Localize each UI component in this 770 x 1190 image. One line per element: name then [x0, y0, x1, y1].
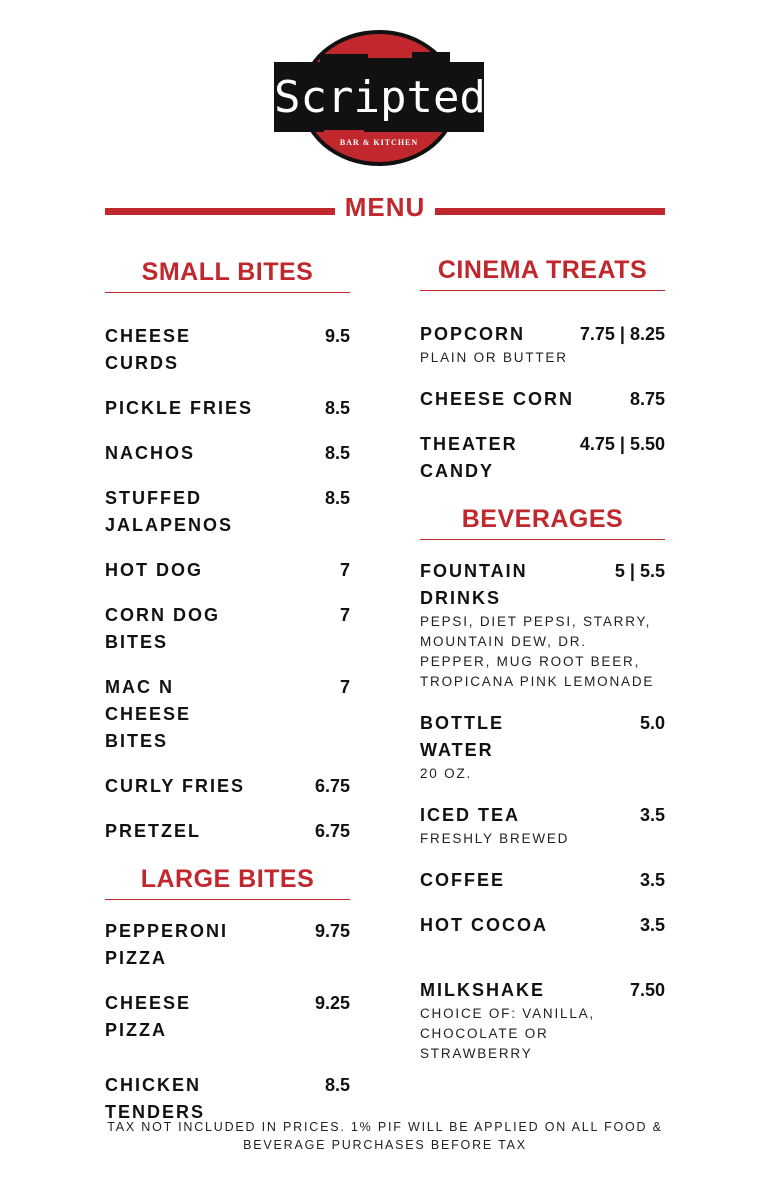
item-name: HOT COCOA	[420, 915, 548, 935]
item-description: FRESHLY BREWED	[420, 831, 570, 846]
menu-item	[105, 485, 350, 539]
item-price: 9.5	[324, 326, 350, 346]
item-price: 7.75 | 8.25	[579, 324, 665, 344]
item-price: 7	[339, 677, 350, 697]
menu-item	[105, 395, 350, 422]
item-name: CURLY FRIES	[105, 776, 246, 796]
left-column	[105, 256, 350, 1144]
section-small-bites	[105, 256, 350, 845]
item-price: 4.75 | 5.50	[579, 434, 665, 454]
item-name: STUFFED JALAPENOS	[105, 488, 234, 535]
menu-item	[105, 557, 350, 584]
menu-item	[105, 602, 350, 656]
item-name: PEPPERONI PIZZA	[105, 921, 229, 968]
item-description: PLAIN OR BUTTER	[420, 350, 568, 365]
section-divider	[420, 290, 665, 291]
large-bites-list	[105, 918, 350, 1126]
item-description: 20 OZ.	[420, 766, 473, 781]
section-title: BEVERAGES	[461, 505, 624, 533]
item-name: FOUNTAIN DRINKS	[420, 561, 528, 608]
menu-item	[420, 867, 665, 894]
item-price: 9.75	[314, 921, 350, 941]
item-price: 8.5	[324, 443, 350, 463]
item-name: POPCORN	[420, 324, 526, 344]
menu-item	[105, 990, 350, 1044]
item-price: 8.5	[324, 398, 350, 418]
section-title: SMALL BITES	[141, 258, 314, 286]
item-price: 8.75	[629, 389, 665, 409]
item-price: 6.75	[314, 821, 350, 841]
item-price: 9.25	[314, 993, 350, 1013]
menu-item	[105, 773, 350, 800]
menu-item	[105, 818, 350, 845]
menu-item	[420, 912, 665, 939]
menu-title: MENU	[344, 192, 426, 222]
scripted-logo	[274, 28, 484, 168]
menu-item	[105, 440, 350, 467]
item-name: CHICKEN TENDERS	[105, 1075, 206, 1122]
tax-notice: TAX NOT INCLUDED IN PRICES. 1% PIF WILL BE APPLIED ON ALL FOOD & BEVERAGE PURCHASES BEFORE TAX	[107, 1120, 663, 1152]
item-price: 3.5	[639, 805, 665, 825]
item-price: 3.5	[639, 915, 665, 935]
item-price: 8.5	[324, 1075, 350, 1095]
item-description: CHOICE OF: VANILLA, CHOCOLATE OR STRAWBERRY	[420, 1006, 595, 1061]
item-name: HOT DOG	[105, 560, 203, 580]
item-name: PICKLE FRIES	[105, 398, 254, 418]
item-price: 7.50	[629, 980, 665, 1000]
item-name: CHEESE PIZZA	[105, 993, 192, 1040]
beverages-list	[420, 558, 665, 1064]
cinema-treats-list	[420, 321, 665, 485]
item-name: MILKSHAKE	[420, 980, 545, 1000]
section-title: LARGE BITES	[140, 865, 315, 893]
section-divider	[105, 292, 350, 293]
item-name: CHEESE CORN	[420, 389, 575, 409]
item-name: NACHOS	[105, 443, 196, 463]
item-name: ICED TEA	[420, 805, 521, 825]
item-price: 7	[339, 560, 350, 580]
item-name: MAC N CHEESE BITES	[105, 677, 192, 751]
item-price: 6.75	[314, 776, 350, 796]
item-name: PRETZEL	[105, 821, 202, 841]
menu-item	[420, 558, 665, 692]
logo-wordmark: Scripted	[274, 72, 486, 123]
section-divider	[420, 539, 665, 540]
item-name: CHEESE CURDS	[105, 326, 192, 373]
menu-item	[420, 321, 665, 368]
logo-subtitle: BAR & KITCHEN	[339, 138, 419, 147]
item-price: 5.0	[639, 713, 665, 733]
menu-item	[420, 802, 665, 849]
item-name: COFFEE	[420, 870, 506, 890]
item-price: 3.5	[639, 870, 665, 890]
menu-rule-right	[435, 208, 665, 215]
section-beverages	[420, 503, 665, 1064]
menu-item	[420, 710, 665, 784]
item-name: THEATER CANDY	[420, 434, 518, 481]
menu-item	[420, 977, 665, 1064]
item-name: CORN DOG BITES	[105, 605, 220, 652]
section-cinema-treats	[420, 254, 665, 485]
menu-item	[105, 323, 350, 377]
section-large-bites	[105, 863, 350, 1126]
section-divider	[105, 899, 350, 900]
item-name: BOTTLE WATER	[420, 713, 504, 760]
item-description: PEPSI, DIET PEPSI, STARRY, MOUNTAIN DEW, DR. PEPPER, MUG ROOT BEER, TROPICANA PINK LEMONADE	[420, 614, 655, 689]
section-title: CINEMA TREATS	[437, 256, 648, 284]
menu-item	[420, 386, 665, 413]
item-price: 8.5	[324, 488, 350, 508]
menu-item	[105, 918, 350, 972]
right-column	[420, 254, 665, 1082]
menu-item	[105, 674, 350, 755]
small-bites-list	[105, 323, 350, 845]
menu-item	[420, 431, 665, 485]
item-price: 5 | 5.5	[614, 561, 665, 581]
item-price: 7	[339, 605, 350, 625]
menu-rule-left	[105, 208, 335, 215]
